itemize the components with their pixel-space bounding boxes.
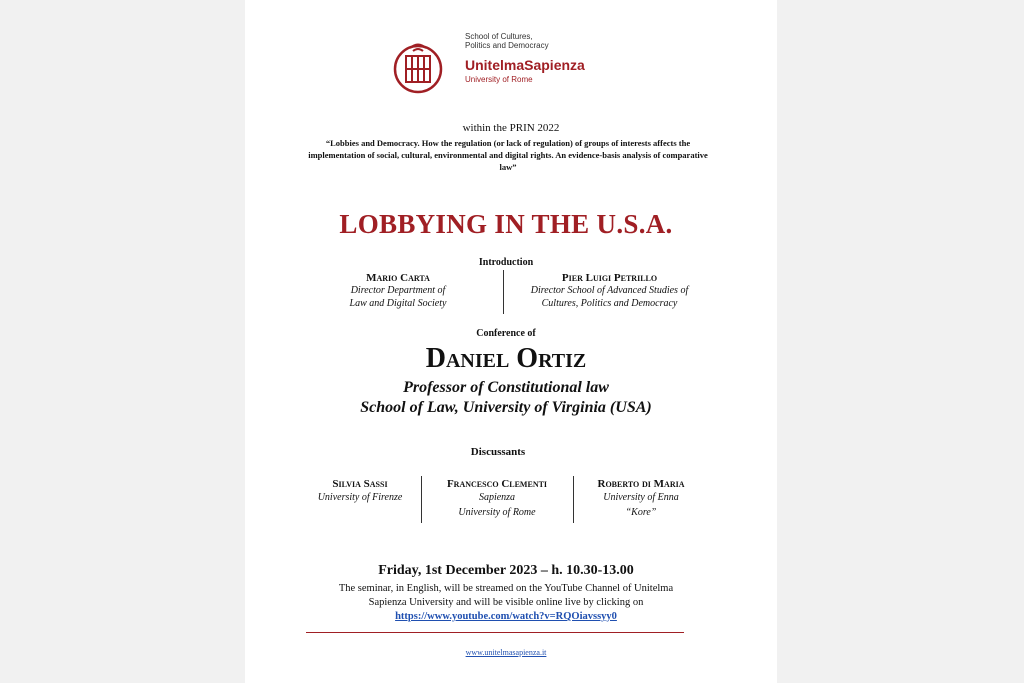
prin-description: “Lobbies and Democracy. How the regulation (or lack of regulation) of groups of interests affects the implementation of social, cultural, environmental and digital rights. An evidence-basis analysis of comparative law” xyxy=(308,138,708,172)
intro-speaker-petrillo xyxy=(517,272,702,310)
divider xyxy=(421,476,422,523)
prin-label: within the PRIN 2022 xyxy=(462,122,560,134)
event-title: LOBBYING IN THE U.S.A. xyxy=(339,209,673,239)
school-name-line2: Politics and Democracy xyxy=(465,41,549,50)
discussant-affiliation: University of Enna xyxy=(603,492,679,503)
youtube-link[interactable]: https://www.youtube.com/watch?v=RQOiavssyy0 xyxy=(395,611,617,622)
keynote-affiliation: School of Law, University of Virginia (USA) xyxy=(360,399,652,416)
intro-speaker-carta xyxy=(328,272,468,310)
discussant-name: Roberto di Maria xyxy=(597,478,685,490)
keynote-role: Professor of Constitutional law xyxy=(403,379,609,396)
introduction-label: Introduction xyxy=(478,257,534,268)
flyer-page xyxy=(245,0,777,683)
stream-info-line1: The seminar, in English, will be streamed on the YouTube Channel of Unitelma xyxy=(338,583,674,594)
website-link[interactable]: www.unitelmasapienza.it xyxy=(465,648,547,657)
discussant-affiliation: “Kore” xyxy=(625,507,657,518)
red-rule-divider xyxy=(306,632,684,633)
keynote-speaker: Daniel Ortiz xyxy=(425,343,587,374)
discussant-name: Francesco Clementi xyxy=(446,478,548,490)
discussant-affiliation: University of Rome xyxy=(458,507,536,518)
speaker-role: Law and Digital Society xyxy=(349,298,447,309)
discussant-sassi xyxy=(305,478,415,505)
conference-label: Conference of xyxy=(476,328,536,339)
brand-subtitle: University of Rome xyxy=(465,75,533,84)
divider xyxy=(503,270,504,314)
discussant-name: Silvia Sassi xyxy=(332,478,388,490)
brand-name: UnitelmaSapienza xyxy=(465,57,585,73)
stream-info-line2: Sapienza University and will be visible online live by clicking on xyxy=(368,597,644,608)
discussants-label: Discussants xyxy=(470,446,526,458)
event-date: Friday, 1st December 2023 – h. 10.30-13.00 xyxy=(378,563,634,578)
discussant-clementi xyxy=(427,478,567,520)
discussant-affiliation: University of Firenze xyxy=(317,492,403,503)
university-logo-icon xyxy=(392,38,444,94)
speaker-name: Pier Luigi Petrillo xyxy=(561,272,658,284)
discussant-affiliation: Sapienza xyxy=(478,492,516,503)
speaker-role: Director School of Advanced Studies of xyxy=(530,285,689,296)
school-name-line1: School of Cultures, xyxy=(465,32,533,41)
speaker-name: Mario Carta xyxy=(366,272,430,284)
discussant-di-maria xyxy=(580,478,702,520)
divider xyxy=(573,476,574,523)
speaker-role: Cultures, Politics and Democracy xyxy=(541,298,678,309)
speaker-role: Director Department of xyxy=(350,285,446,296)
